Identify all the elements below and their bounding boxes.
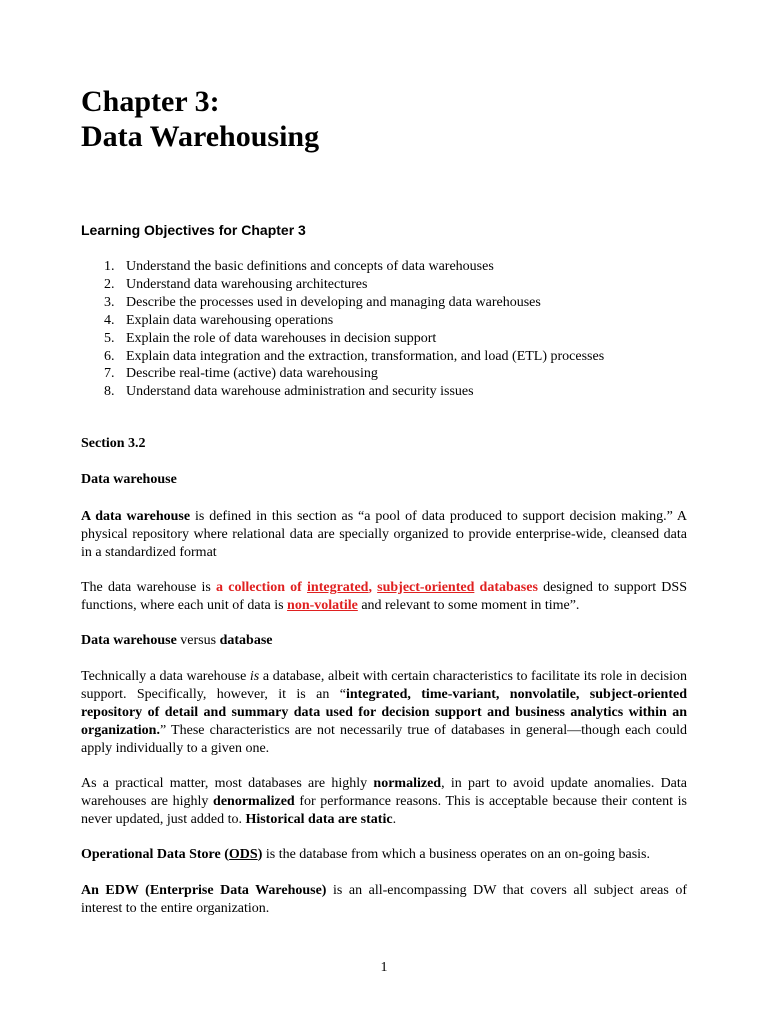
list-item: 3. Describe the processes used in developing and managing data warehouses [104,294,541,310]
list-item: 2. Understand data warehousing architectures [104,276,368,292]
edw-paragraph: An EDW (Enterprise Data Warehouse) is an all-encompassing DW that covers all subject areas of interest to the entire organization. [81,883,687,916]
definition-paragraph: A data warehouse is defined in this section as “a pool of data produced to support decision making.” A physical repository where relational data are specially organized to provide enterprise-wide, cleansed data in a standardized format [81,509,688,560]
list-item: 8. Understand data warehouse administration and security issues [104,384,474,400]
versus-heading: Data warehouse versus database [81,633,273,648]
section-subheading: Data warehouse [81,472,177,487]
list-item: 7. Describe real-time (active) data warehousing [104,366,378,382]
page-number: 1 [380,960,388,975]
technical-paragraph: Technically a data warehouse is a database, albeit with certain characteristics to facilitate its role in decision support. Specifically, however, it is an “integrated, time-variant, nonvolatile, subject-oriented repository of detail and summary data used for decision support and business analytics within an organization.” These characteristics are not necessarily true of databases in general—though each could apply individually to a given one. [81,669,687,756]
ods-paragraph: Operational Data Store (ODS) is the database from which a business operates on an on-going basis. [81,847,650,862]
normalization-paragraph: As a practical matter, most databases are highly normalized, in part to avoid update anomalies. Data warehouses are highly denormalized for performance reasons. This is acceptable because their content is never updated, just added to. Historical data are static. [81,776,687,827]
list-item: 4. Explain data warehousing operations [104,312,334,328]
section-label: Section 3.2 [81,436,146,451]
chapter-name: Data Warehousing [81,120,320,153]
list-item: 1. Understand the basic definitions and concepts of data warehouses [104,259,494,274]
objectives-list [81,258,604,401]
objectives-heading: Learning Objectives for Chapter 3 [81,222,306,238]
chapter-number: Chapter 3: [81,85,220,118]
list-item: 5. Explain the role of data warehouses in decision support [104,330,437,346]
collection-paragraph: The data warehouse is a collection of integrated, subject-oriented databases designed to support DSS functions, where each unit of data is non-volatile and relevant to some moment in time”. [81,580,687,613]
chapter-title [81,84,319,154]
list-item: 6. Explain data integration and the extraction, transformation, and load (ETL) processes [104,348,605,364]
